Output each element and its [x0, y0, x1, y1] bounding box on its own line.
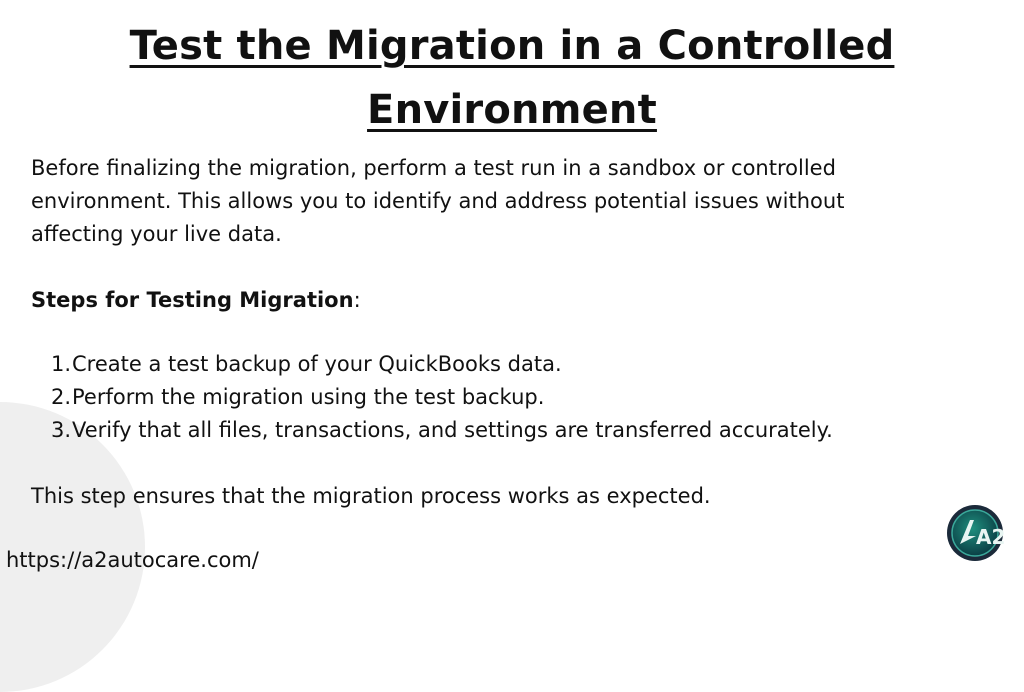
list-item: [31, 348, 931, 381]
steps-heading: [31, 284, 931, 317]
logo-text: A2: [976, 525, 1004, 549]
slide-title: Test the Migration in a Controlled Environment: [129, 23, 895, 133]
steps-heading-colon: :: [353, 288, 361, 312]
step-text: Verify that all files, transactions, and settings are transferred accurately.: [72, 418, 833, 442]
step-number: 2.: [50, 385, 71, 409]
step-text: Perform the migration using the test backup.: [72, 385, 545, 409]
step-number: 1.: [50, 352, 71, 376]
step-text: Create a test backup of your QuickBooks data.: [72, 352, 562, 376]
list-item: [31, 381, 931, 414]
footer-url[interactable]: https://a2autocare.com/: [6, 548, 259, 572]
steps-list: [31, 348, 931, 447]
conclusion-paragraph: This step ensures that the migration process works as expected.: [31, 484, 711, 508]
list-item: [31, 414, 931, 447]
steps-heading-label: Steps for Testing Migration: [31, 288, 354, 312]
a2-logo-icon: [946, 504, 1004, 562]
intro-paragraph: Before finalizing the migration, perform a test run in a sandbox or controlled environment. This allows you to identify and address potential issues without affecting your live data.: [31, 156, 845, 246]
step-number: 3.: [50, 418, 71, 442]
